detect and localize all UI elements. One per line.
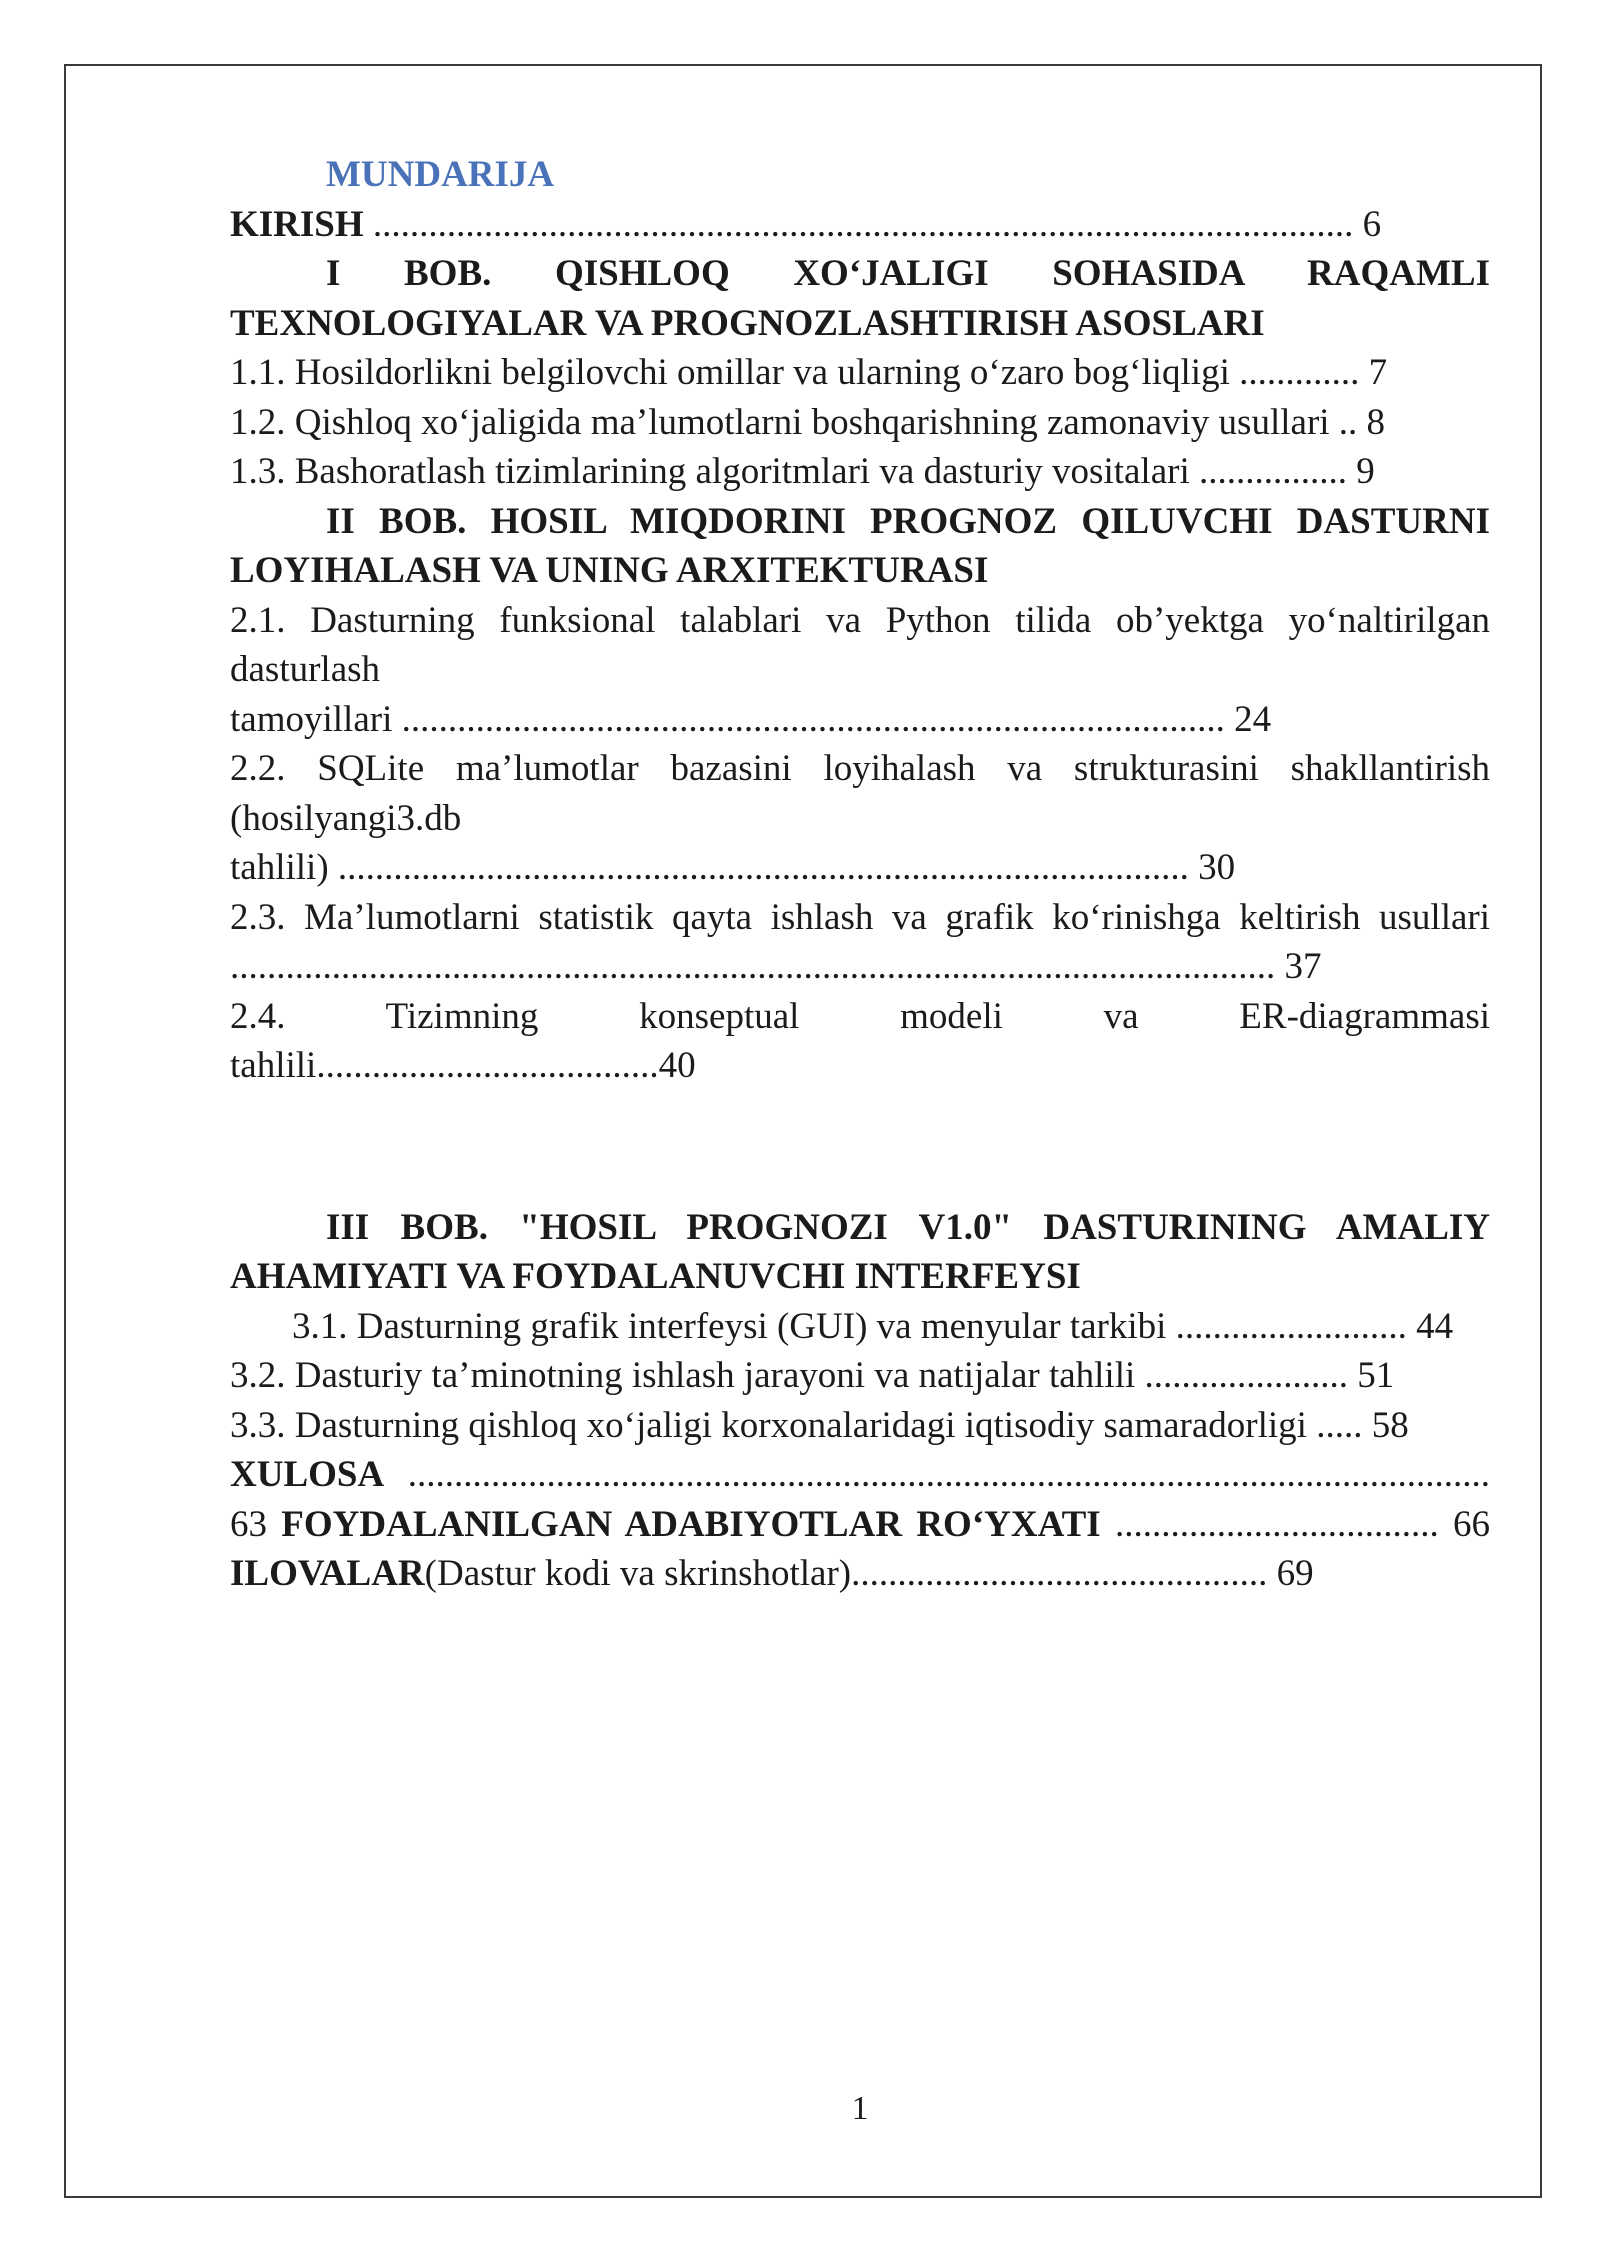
toc-entry-3-2[interactable]: 3.2. Dasturiy ta’minotning ishlash jarayoni va natijalar tahlili ...................... 51: [230, 1355, 1395, 1396]
toc-entry-3-3[interactable]: 3.3. Dasturning qishloq xo‘jaligi korxonalaridagi iqtisodiy samaradorligi ..... 58: [230, 1404, 1409, 1446]
toc-entry-1-1[interactable]: 1.1. Hosildorlikni belgilovchi omillar va ularning o‘zaro bog‘liqligi ............. 7: [230, 352, 1388, 393]
toc-page: ... 63: [230, 1454, 1490, 1545]
toc-entry-conclusion-label: XULOSA: [230, 1454, 385, 1495]
toc-chapter-3[interactable]: III BOB. "HOSIL PROGNOZI V1.0" DASTURINING AMALIY AHAMIYATI VA FOYDALANUVCHI INTERFEYSI: [230, 1206, 1490, 1297]
page-number: 1: [851, 2090, 869, 2127]
toc-entry-intro[interactable]: [230, 200, 1490, 250]
toc-entry-1-3[interactable]: 1.3. Bashoratlash tizimlarining algoritmlari va dasturiy vositalari ................ 9: [230, 451, 1375, 492]
toc-entry-conclusion[interactable]: [230, 1450, 1490, 1599]
toc-entry-2-3[interactable]: 2.3. Ma’lumotlarni statistik qayta ishlash va grafik ko‘rinishga keltirish usullari ................................................................................................................. 37: [230, 896, 1490, 987]
toc-entry-intro-label: KIRISH: [230, 203, 364, 245]
toc-entry-1-2[interactable]: 1.2. Qishloq xo‘jaligida ma’lumotlarni boshqarishning zamonaviy usullari .. 8: [230, 401, 1386, 443]
toc-page: 6: [1362, 203, 1382, 245]
toc-entry-2-4[interactable]: 2.4. Tizimning konseptual modeli va ER-diagrammasi tahlili.....................................40: [230, 995, 1490, 1086]
toc-entry-2-1-tail[interactable]: tamoyillari ......................................................................................... 24: [230, 698, 1272, 740]
toc-entry-2-1[interactable]: 2.1. Dasturning funksional talablari va Python tilida ob’yektga yo‘naltirilgan dasturlash: [230, 599, 1490, 690]
toc-entry-2-2-tail[interactable]: tahlili) ............................................................................................ 30: [230, 847, 1236, 888]
toc-dots-page: ................................... 66: [1100, 1503, 1490, 1545]
table-of-contents: [230, 150, 1490, 1599]
toc-entry-2-2[interactable]: 2.2. SQLite ma’lumotlar bazasini loyihalash va strukturasini shakllantirish (hosilyangi3.db: [230, 748, 1490, 839]
toc-chapter-2[interactable]: II BOB. HOSIL MIQDORINI PROGNOZ QILUVCHI DASTURNI LOYIHALASH VA UNING ARXITEKTURASI: [230, 500, 1490, 591]
spacer: [230, 1091, 1490, 1203]
toc-title: MUNDARIJA: [326, 154, 555, 195]
toc-dots: ..........................................................................................................: [363, 203, 1354, 245]
toc-entry-appendix-rest: (Dastur kodi va skrinshotlar)............................................. 69: [424, 1553, 1314, 1594]
toc-entry-3-1[interactable]: 3.1. Dasturning grafik interfeysi (GUI) va menyular tarkibi ......................... 44: [292, 1305, 1454, 1347]
toc-entry-appendix-label: ILOVALAR: [230, 1553, 425, 1594]
toc-entry-references-label: FOYDALANILGAN ADABIYOTLAR RO‘YXATI: [281, 1503, 1101, 1545]
toc-chapter-1[interactable]: I BOB. QISHLOQ XO‘JALIGI SOHASIDA RAQAMLI TEXNOLOGIYALAR VA PROGNOZLASHTIRISH ASOSLARI: [230, 253, 1490, 344]
toc-dots: ..................................................................................................................: [384, 1454, 1463, 1495]
